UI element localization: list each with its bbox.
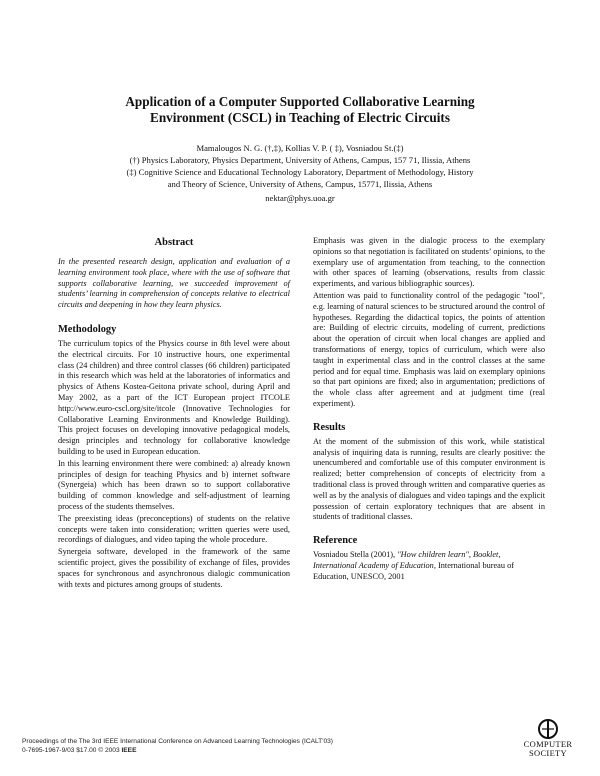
affiliation-2-line-1: (‡) Cognitive Science and Educational Technology Laboratory, Department of Methodology, History <box>126 167 474 177</box>
footer-ieee: IEEE <box>121 747 137 754</box>
methodology-paragraph-1: The curriculum topics of the Physics course in 8th level were about the electrical circuits. For 10 instructive hours, one experimental class (24 children) and three control classes (66 children) participated in this research which was held at the laboratories of informatics and physics of Athens Kostea-Geitona private school, during April and May 2002, as a part of the ICT European project ITCOLE http://www.euro-cscl.org/site/itcole (Innovative Technologies for Collaborative Learning Environments and Knowledge Building). This project focuses on developing innovative pedagogical models, design principles and technology for collaborative knowledge building to be used in European education. <box>58 338 290 456</box>
abstract-heading: Abstract <box>154 237 194 248</box>
title-line-1: Application of a Computer Supported Collaborative Learning <box>125 94 475 109</box>
results-text: At the moment of the submission of this work, while statistical analysis of inquiring data is running, results are clearly positive: the unencumbered and comfortable use of this computer environment is realized; better comprehension of concepts of electricity from a traditional class is proved through written and comparative queries as well as by the analysis of dialogues and video tapings and the explicit possession of certain exploratory techniques that are absent in students of traditional classes. <box>313 436 545 522</box>
abstract-text: In the presented research design, application and evaluation of a learning environment took place, where with the use of software that supports collaborative learning, we succeeded improvement of students’ learning in comprehension of concepts relative to electrical circuits and deepening in how they learn physics. <box>58 257 290 310</box>
title-line-2: Environment (CSCL) in Teaching of Electric Circuits <box>150 110 450 125</box>
logo-text-line-2: SOCIETY <box>529 748 567 758</box>
logo-text-line-1: COMPUTER <box>523 739 573 749</box>
right-column <box>313 236 545 584</box>
reference-entry <box>313 550 545 582</box>
methodology-paragraph-2: In this learning environment there were combined: a) already known principles of design for teaching Physics and b) internet software (Synergeia) which has been drawn so to support collaborative building of common knowledge and self-adjustment of learning process of the students themselves. <box>58 458 290 511</box>
methodology-heading: Methodology <box>58 323 117 335</box>
reference-publisher: , International bureau of Education, UNESCO, 2001 <box>313 560 514 581</box>
right-paragraph-1: Emphasis was given in the dialogic process to the exemplary opinions so that negotiation is facilitated on students’ opinions, to the exemplary use of argumentation from teaching, to the connection with other spaces of learning (observations, results from classic experiments, and various bibliographic sources). <box>313 236 545 289</box>
right-paragraph-2: Attention was paid to functionality control of the pedagogic "tool", e.g. learning of natural sciences to be structured around the control of hypotheses. Regarding the didactical topics, the points of attention are: Building of electric circuits, modeling of current, predictions about the operation of circuit when local changes are applied and transformations of energy, topics of curriculum, which were also taught in experimental class and in the control classes at the same period and for equal time. Emphasis was laid on exemplary opinions so that part opinions are fixed; also in argumentation; predictions of the whole class after agreement and at judgment time (real experiment). <box>313 290 545 408</box>
affiliation-2-line-2: and Theory of Science, University of Athens, Campus, 15771, Ilissia, Athens <box>167 179 433 189</box>
reference-work: "How children learn", Booklet, International Academy of Education <box>313 550 501 570</box>
results-heading: Results <box>313 421 346 433</box>
reference-author: Vosniadou Stella (2001), <box>313 550 398 560</box>
footer-copyright <box>22 746 462 755</box>
reference-heading: Reference <box>313 535 358 547</box>
affiliation-1: (†) Physics Laboratory, Physics Department, University of Athens, Campus, 157 71, Ilissia, Athens <box>129 155 471 165</box>
computer-society-logo <box>508 718 588 768</box>
paper-title <box>60 94 540 126</box>
footer-isbn: 0-7695-1967-9/03 $17.00 © 2003 <box>22 747 122 754</box>
methodology-paragraph-3: The preexisting ideas (preconceptions) of students on the relative concepts were taken into consideration; written queries were used, recordings of dialogues, and video taping the whole procedure. <box>58 513 290 545</box>
author-block <box>60 142 540 204</box>
footer-proceedings: Proceedings of the The 3rd IEEE International Conference on Advanced Learning Technologies (ICALT'03) <box>22 738 333 745</box>
author-names: Mamalougos N. G. (†,‡), Kollias V. P. ( ‡), Vosniadou St.(‡) <box>196 143 404 153</box>
author-email[interactable]: nektar@phys.uoa.gr <box>265 193 335 203</box>
ieee-computer-society-logo <box>537 718 559 740</box>
methodology-paragraph-4: Synergeia software, developed in the framework of the same scientific project, gives the possibility of exchange of files, provides spaces for synchronous and asynchronous dialogic communication with texts and pictures among groups of students. <box>58 547 290 589</box>
left-column <box>58 236 290 591</box>
page-footer <box>22 737 462 755</box>
